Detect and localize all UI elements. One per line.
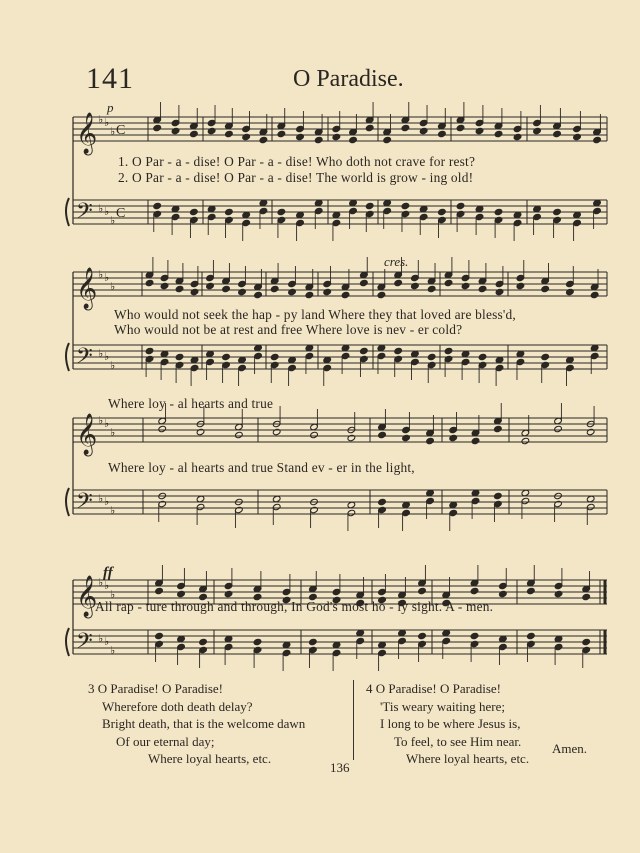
note-head [427,285,436,292]
flat-sign: ♭ [98,633,104,645]
note-head [444,279,453,286]
verse-4-line-2: 'Tis weary waiting here; [380,698,505,714]
note-head [449,434,458,441]
note-head [360,279,369,286]
note-head [495,288,504,295]
flat-sign: ♭ [104,496,110,508]
bass-clef: 𝄢 [76,344,93,373]
note-head [586,428,595,435]
note-head [394,347,403,354]
flat-sign: ♭ [110,427,116,439]
note-head [190,208,199,215]
flat-sign: ♭ [98,348,104,360]
flat-sign: ♭ [98,577,104,589]
note-head [242,133,251,140]
lyric-line-7: All rap - ture through and through, In God's most ho - ly sight. A - men. [95,599,494,614]
verse-divider [353,680,354,760]
note-head [478,353,487,360]
verse-3-line-1: 3 O Paradise! O Paradise! [88,681,224,696]
lyric-line-3: Who would not seek the hap - py land Where they that loved are bless'd, [114,307,516,322]
note-head [438,208,447,215]
verse-4-line-3: I long to be where Jesus is, [380,716,521,731]
note-head [365,124,374,131]
note-head [418,632,427,639]
time-signature: C [116,206,126,221]
note-head [332,133,341,140]
note-head [419,127,428,134]
dynamic-piano: p [107,100,114,115]
note-head [438,130,447,137]
note-head [553,208,562,215]
bass-clef: 𝄢 [76,629,93,658]
note-head [254,291,263,298]
hymn-number: 141 [86,62,134,95]
note-head [582,593,591,600]
note-head [541,353,550,360]
flat-sign: ♭ [104,206,110,218]
note-head [153,124,162,131]
note-head [175,285,184,292]
note-head [554,590,563,597]
dynamic-fortissimo: ff [103,565,113,581]
note-head [541,285,550,292]
note-head [206,282,215,289]
note-head [590,291,599,298]
dynamic-crescendo: cres. [384,254,409,269]
lyric-line-4: Who would not be at rest and free Where love is nev - er cold? [114,322,463,337]
flat-sign: ♭ [98,493,104,505]
note-head [533,127,542,134]
lyric-line-1: 1. O Par - a - dise! O Par - a - dise! Who doth not crave for rest? [118,154,476,169]
note-head [461,282,470,289]
note-head [175,353,184,360]
flat-sign: ♭ [104,418,110,430]
note-head [160,282,169,289]
note-head [158,425,167,432]
note-head [411,282,420,289]
note-head [235,431,244,438]
note-head [177,590,186,597]
note-head [365,202,374,209]
note-head [277,130,286,137]
verse-3-line-5: Where loyal hearts, etc. [148,751,272,766]
note-head [593,136,602,143]
note-head [494,425,503,432]
note-head [225,130,234,137]
note-head [401,202,410,209]
note-head [360,347,369,354]
flat-sign: ♭ [110,126,116,138]
lyric-line-6: Where loy - al hearts and true Stand ev - er in the light, [108,460,415,475]
flat-sign: ♭ [104,580,110,592]
flat-sign: ♭ [104,117,110,129]
treble-clef: 𝄞 [76,113,98,153]
verse-3-line-2: Wherefore doth death delay? [102,698,253,714]
note-head [259,136,268,143]
note-head [394,279,403,286]
note-head [377,291,386,298]
note-head [253,638,262,645]
page-number: 136 [330,760,350,775]
note-head [323,288,332,295]
verse-4 [366,680,529,768]
note-head [427,353,436,360]
note-head [401,124,410,131]
lyric-line-5: Where loy - al hearts and true [108,396,274,411]
note-head [145,279,154,286]
note-head [314,136,323,143]
note-head [471,437,480,444]
flat-sign: ♭ [98,203,104,215]
treble-clef: 𝄞 [76,268,98,308]
brace [66,343,69,371]
note-head [499,590,508,597]
verse-4-line-4: To feel, to see Him near. [394,733,522,749]
note-head [516,282,525,289]
note-head [566,288,575,295]
verse-3-line-3: Bright death, that is the welcome dawn [102,716,306,731]
treble-clef: 𝄞 [76,414,98,454]
note-head [310,431,319,438]
note-head [270,285,279,292]
note-head [207,127,216,134]
note-head [347,434,356,441]
note-head [527,632,536,639]
note-head [199,638,208,645]
note-head [305,291,314,298]
note-head [222,353,231,360]
brace [66,488,69,516]
note-head [554,425,563,432]
note-head [475,127,484,134]
note-head [277,208,286,215]
note-head [225,208,234,215]
note-head [288,288,297,295]
note-head [349,136,358,143]
note-head [155,587,164,594]
note-head [470,632,479,639]
note-head [272,428,281,435]
flat-sign: ♭ [98,415,104,427]
brace [66,628,69,656]
flat-sign: ♭ [110,215,116,227]
flat-sign: ♭ [110,360,116,372]
brace [66,198,69,226]
note-head [527,587,536,594]
bass-clef: 𝄢 [76,489,93,518]
note-head [402,434,411,441]
note-head [513,133,522,140]
time-signature: C [116,123,126,138]
flat-sign: ♭ [104,636,110,648]
bass-clef: 𝄢 [76,199,93,228]
note-head [426,437,435,444]
note-head [470,587,479,594]
flat-sign: ♭ [110,281,116,293]
note-head [153,202,162,209]
note-head [224,590,233,597]
flat-sign: ♭ [110,589,116,601]
verse-3-line-4: Of our eternal day; [116,733,215,749]
note-head [582,638,591,645]
verse-4-line-1: 4 O Paradise! O Paradise! [366,681,502,696]
note-head [378,498,387,505]
note-head [494,492,503,499]
flat-sign: ♭ [98,114,104,126]
note-head [494,208,503,215]
note-head [145,347,154,354]
note-head [456,124,465,131]
note-head [190,288,199,295]
flat-sign: ♭ [98,269,104,281]
amen-ending: Amen. [552,741,588,756]
note-head [270,353,279,360]
note-head [296,133,305,140]
flat-sign: ♭ [110,645,116,657]
verse-3 [88,680,305,768]
hymn-title: O Paradise. [293,66,404,92]
flat-sign: ♭ [110,505,116,517]
note-head [456,202,465,209]
flat-sign: ♭ [104,351,110,363]
note-head [494,130,503,137]
note-head [190,130,199,137]
note-head [553,130,562,137]
note-head [418,587,427,594]
note-head [196,428,205,435]
note-head [341,291,350,298]
note-head [378,431,387,438]
note-head [222,285,231,292]
verse-4-line-5: Where loyal hearts, etc. [406,751,530,766]
note-head [238,288,247,295]
lyric-line-2: 2. O Par - a - dise! O Par - a - dise! The world is grow - ing old! [118,170,474,185]
note-head [444,347,453,354]
flat-sign: ♭ [104,272,110,284]
note-head [155,632,164,639]
note-head [309,638,318,645]
treble-clef: 𝄞 [76,576,98,616]
note-head [521,437,530,444]
note-head [478,285,487,292]
note-head [171,127,180,134]
note-head [573,133,582,140]
note-head [383,136,392,143]
